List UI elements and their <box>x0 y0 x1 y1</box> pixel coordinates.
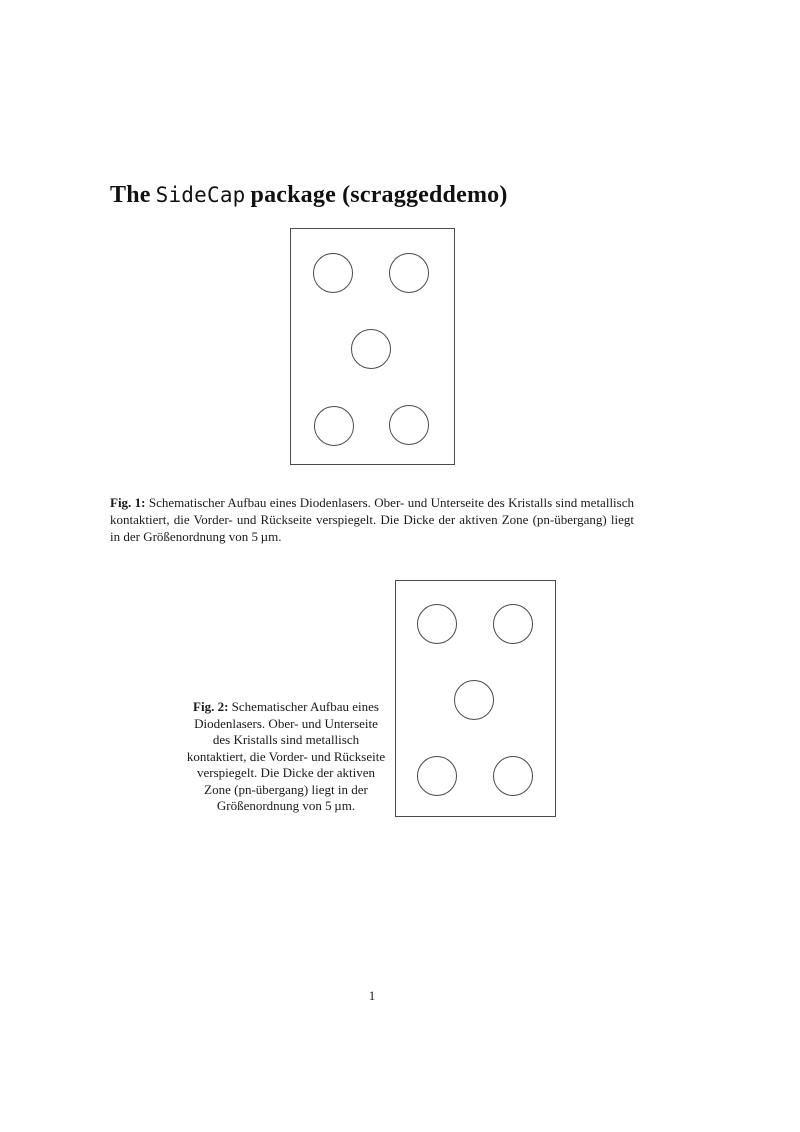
circle-top-left <box>418 605 457 644</box>
circle-bottom-right <box>494 757 533 796</box>
figure2-caption <box>184 699 388 815</box>
figure1-caption-text: Schematischer Aufbau eines Diodenlasers. Ober- und Unterseite des Kristalls sind metallisch kontaktiert, die Vorder- und Rückseite verspiegelt. Die Dicke der aktiven Zone (pn-übergang) liegt in der Größenordnung von 5 µm. <box>110 495 634 544</box>
figure1-caption-label: Fig. 1: <box>110 495 146 510</box>
circle-center <box>455 681 494 720</box>
figure1-caption <box>110 494 634 545</box>
figure1-diode-laser-schematic <box>290 228 455 465</box>
title-prefix: The <box>110 182 151 209</box>
circle-top-left <box>314 254 353 293</box>
figure2-caption-text: Schematischer Aufbau eines Diodenlasers. Ober- und Unterseite des Kristalls sind metallisch kontaktiert, die Vorder- und Rückseite verspiegelt. Die Dicke der aktiven Zone (pn-übergang) liegt in der Größenordnung von 5 µm. <box>186 699 386 813</box>
circle-bottom-left <box>418 757 457 796</box>
page-number: 1 <box>368 988 376 1003</box>
title-package-name: SideCap <box>155 183 246 208</box>
circle-center <box>352 330 391 369</box>
circle-bottom-left <box>315 407 354 446</box>
title-suffix: package (scraggeddemo) <box>250 182 508 209</box>
circle-top-right <box>390 254 429 293</box>
page-title <box>110 182 508 209</box>
circle-bottom-right <box>390 406 429 445</box>
figure2-diode-laser-schematic <box>395 580 556 817</box>
circle-top-right <box>494 605 533 644</box>
figure2-caption-label: Fig. 2: <box>193 699 229 714</box>
